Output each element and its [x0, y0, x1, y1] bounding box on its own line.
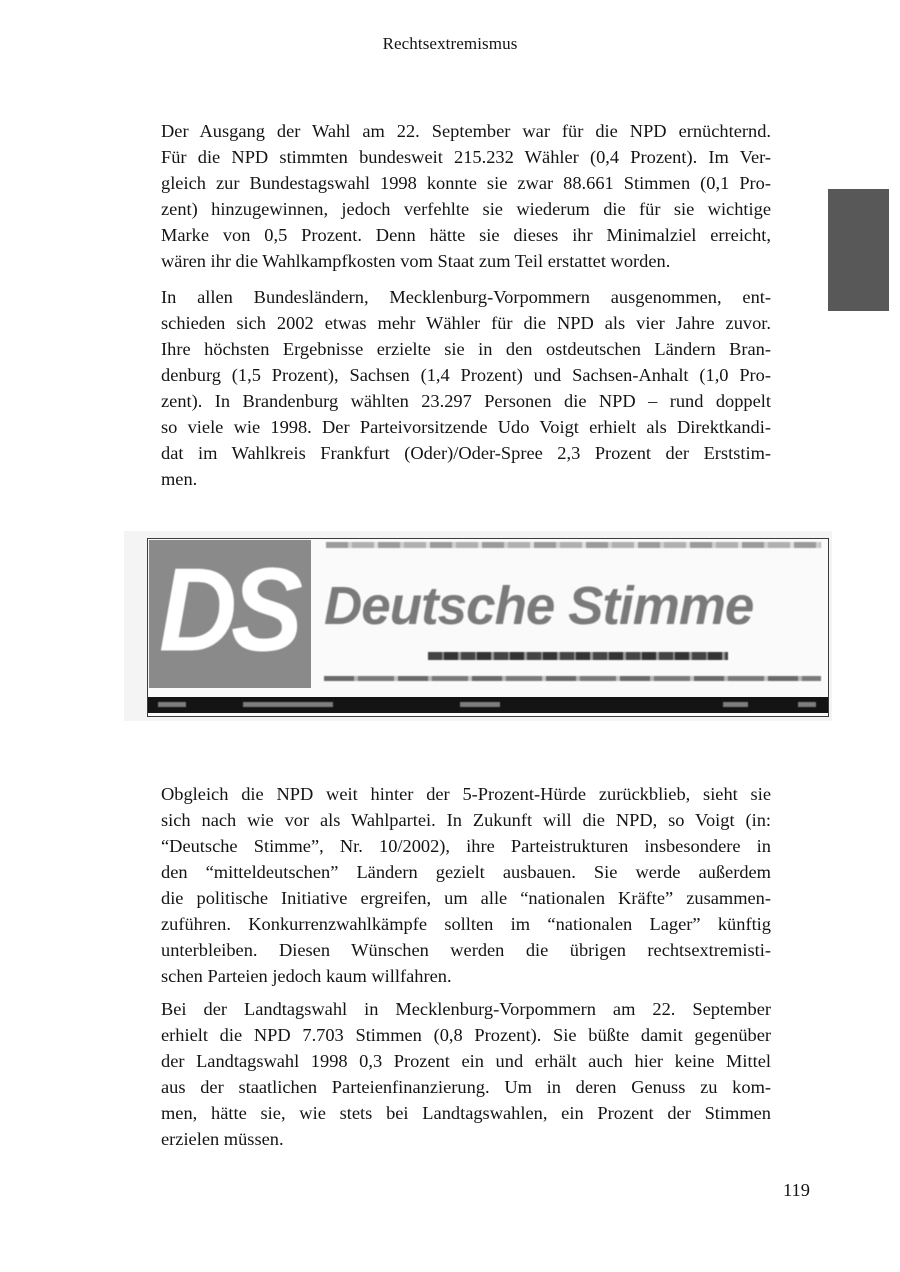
text-line: wären ihr die Wahlkampfkosten vom Staat zum Teil erstattet worden.	[161, 251, 671, 271]
paragraph-1	[161, 118, 771, 274]
page-number: 119	[783, 1180, 810, 1200]
thumb-index-tab	[828, 189, 889, 311]
text-line: zent). In Brandenburg wählten 23.297 Personen die NPD – rund doppelt	[161, 391, 771, 411]
text-line: Ihre höchsten Ergebnisse erzielte sie in den ostdeutschen Ländern Bran-	[161, 339, 771, 359]
text-line: schen Parteien jedoch kaum willfahren.	[161, 966, 452, 986]
text-line: denburg (1,5 Prozent), Sachsen (1,4 Prozent) und Sachsen-Anhalt (1,0 Pro-	[161, 365, 771, 385]
text-line: Obgleich die NPD weit hinter der 5-Prozent-Hürde zurückblieb, sieht sie	[161, 784, 771, 804]
text-line: aus der staatlichen Parteienfinanzierung. Um in deren Genuss zu kom-	[161, 1077, 771, 1097]
text-line: Für die NPD stimmten bundesweit 215.232 Wähler (0,4 Prozent). Im Ver-	[161, 147, 771, 167]
text-line: der Landtagswahl 1998 0,3 Prozent ein und erhält auch hier keine Mittel	[161, 1051, 771, 1071]
text-line: “Deutsche Stimme”, Nr. 10/2002), ihre Parteistrukturen insbesondere in	[161, 836, 771, 856]
text-line: dat im Wahlkreis Frankfurt (Oder)/Oder-Spree 2,3 Prozent der Erststim-	[161, 443, 771, 463]
text-line: men.	[161, 469, 198, 489]
text-line: men, hätte sie, wie stets bei Landtagswahlen, ein Prozent der Stimmen	[161, 1103, 771, 1123]
text-line: Bei der Landtagswahl in Mecklenburg-Vorpommern am 22. September	[161, 999, 771, 1019]
paragraph-4	[161, 996, 771, 1152]
masthead-top-line	[326, 542, 821, 548]
running-head: Rechtsextremismus	[382, 34, 518, 53]
ds-logo-box	[149, 540, 311, 688]
masthead-info-strip	[148, 697, 828, 713]
paragraph-2	[161, 284, 771, 492]
text-line: In allen Bundesländern, Mecklenburg-Vorpommern ausgenommen, ent-	[161, 287, 771, 307]
text-line: sich nach wie vor als Wahlpartei. In Zukunft will die NPD, so Voigt (in:	[161, 810, 771, 830]
text-line: zuführen. Konkurrenzwahlkämpfe sollten im “nationalen Lager” künftig	[161, 914, 771, 934]
text-line: unterbleiben. Diesen Wünschen werden die übrigen rechtsextremisti-	[161, 940, 771, 960]
text-line: die politische Initiative ergreifen, um alle “nationalen Kräfte” zusammen-	[161, 888, 771, 908]
paragraph-3	[161, 781, 771, 989]
text-line: erzielen müssen.	[161, 1129, 284, 1149]
text-line: Marke von 0,5 Prozent. Denn hätte sie dieses ihr Minimalziel erreicht,	[161, 225, 771, 245]
text-line: den “mitteldeutschen” Ländern gezielt ausbauen. Sie werde außerdem	[161, 862, 771, 882]
newspaper-masthead-image	[147, 538, 829, 717]
masthead-title: Deutsche Stimme	[324, 576, 754, 636]
masthead-subtitle	[428, 652, 728, 660]
masthead-address-line	[324, 676, 821, 681]
text-line: Der Ausgang der Wahl am 22. September war für die NPD ernüchternd.	[161, 121, 771, 141]
ds-logo-text: DS	[159, 542, 298, 676]
text-line: zent) hinzugewinnen, jedoch verfehlte sie wiederum die für sie wichtige	[161, 199, 771, 219]
text-line: erhielt die NPD 7.703 Stimmen (0,8 Prozent). Sie büßte damit gegenüber	[161, 1025, 771, 1045]
text-line: gleich zur Bundestagswahl 1998 konnte sie zwar 88.661 Stimmen (0,1 Pro-	[161, 173, 771, 193]
text-line: schieden sich 2002 etwas mehr Wähler für die NPD als vier Jahre zuvor.	[161, 313, 771, 333]
text-line: so viele wie 1998. Der Parteivorsitzende Udo Voigt erhielt als Direktkandi-	[161, 417, 771, 437]
